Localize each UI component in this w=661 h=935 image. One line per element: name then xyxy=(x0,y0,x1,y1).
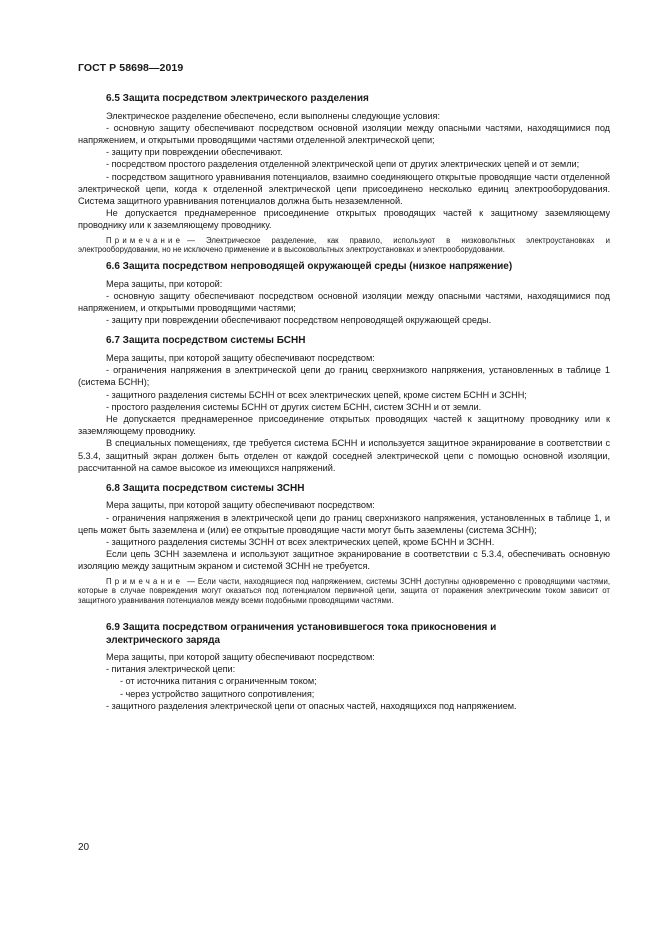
list-item: - посредством защитного уравнивания потенциалов, взаимно соединяющего открытые проводящие части отделенной электрической цепи, когда к отделенной электрической цепи присоединено несколько единиц электрооборудования. Система защитного уравнивания потенциалов должна быть незаземленной. xyxy=(78,171,610,206)
list-item: - защитного разделения электрической цепи от опасных частей, находящихся под напряжением. xyxy=(106,700,517,711)
paragraph: Мера защиты, при которой: xyxy=(106,278,223,289)
paragraph: Мера защиты, при которой защиту обеспечивают посредством: xyxy=(106,352,375,363)
note-label: Примечание xyxy=(106,235,184,245)
section-title-6-5: 6.5 Защита посредством электрического разделения xyxy=(106,93,369,104)
list-item: - защитного разделения системы ЗСНН от всех электрических цепей, кроме БСНН и ЗСНН. xyxy=(106,537,495,548)
page-number: 20 xyxy=(78,842,90,853)
sub-list-item: - от источника питания с ограниченным током; xyxy=(120,676,317,687)
section-title-6-8: 6.8 Защита посредством системы ЗСНН xyxy=(106,482,305,494)
paragraph: Мера защиты, при которой защиту обеспечивают посредством: xyxy=(106,652,375,663)
document-body xyxy=(78,88,610,712)
list-item: - защиту при повреждении обеспечивают. xyxy=(106,147,283,158)
section-title-6-6: 6.6 Защита посредством непроводящей окружающей среды (низкое напряжение) xyxy=(106,261,513,273)
section-title-6-9 xyxy=(78,622,610,647)
list-item: - основную защиту обеспечивают посредством основной изоляции между опасными частями, находящимися под напряжением, и открытыми проводящими частями отделенной электрической цепи; xyxy=(78,122,610,145)
section-title-line: 6.9 Защита посредством ограничения установившегося тока прикосновения и xyxy=(106,622,497,634)
paragraph: Мера защиты, при которой защиту обеспечивают посредством: xyxy=(106,500,375,511)
list-item: - посредством простого разделения отделенной электрической цепи от других электрических цепей и от земли; xyxy=(106,159,580,170)
list-item: - питания электрической цепи: xyxy=(106,664,236,675)
paragraph: В специальных помещениях, где требуется система БСНН и используется защитное экранирование в соответствии с 5.3.4, защитный экран должен быть отделен от каждой соседней электрической цепи с помощью основной изоляции, рассчитанной на самое высокое из имеющихся напряжений. xyxy=(78,438,610,473)
paragraph: Электрическое разделение обеспечено, если выполнены следующие условия: xyxy=(106,110,440,121)
note-text: — Если части, находящиеся под напряжением, системы ЗСНН доступны одновременно с проводящими частями, которые в случае повреждения могут оказаться под потенциалом первичной цепи, защита от поражения электрическим током зависит от защитного уравнивания потенциалов между всеми подобными проводящими частями. xyxy=(78,576,610,606)
list-item: - защитного разделения системы БСНН от всех электрических цепей, кроме систем БСНН и ЗСНН; xyxy=(106,389,527,400)
note-text: — Электрическое разделение, как правило, используют в низковольтных электроустановках и электрооборудовании, но не исключено применение и в высоковольтных электроустановках и электрооборудовании. xyxy=(78,235,610,255)
list-item: - основную защиту обеспечивают посредством основной изоляции между опасными частями, находящимися под напряжением, и открытыми проводящими частями; xyxy=(78,290,610,314)
list-item: - защиту при повреждении обеспечивают посредством непроводящей окружающей среды. xyxy=(106,315,492,326)
list-item: - простого разделения системы БСНН от других систем БСНН, систем ЗСНН и от земли. xyxy=(106,401,482,412)
paragraph: Не допускается преднамеренное присоединение открытых проводящих частей к защитному проводнику или к заземляющему проводнику. xyxy=(78,413,610,437)
note-6-8 xyxy=(78,577,610,606)
section-title-6-7: 6.7 Защита посредством системы БСНН xyxy=(106,335,306,347)
paragraph: Не допускается преднамеренное присоединение открытых проводящих частей к защитному заземляющему проводнику или к заземляющему проводнику. xyxy=(78,208,610,231)
document-header: ГОСТ Р 58698—2019 xyxy=(78,62,184,74)
list-item: - ограничения напряжения в электрической цепи до границ сверхнизкого напряжения, установленных в таблице 1, и цепь может быть заземлена и (или) ее открытые проводящие части могут быть заземлены (система ЗСНН); xyxy=(78,512,610,535)
section-title-line: электрического заряда xyxy=(106,634,221,646)
sub-list-item: - через устройство защитного сопротивления; xyxy=(120,688,315,699)
note-label: Примечание xyxy=(106,576,184,586)
paragraph: Если цепь ЗСНН заземлена и используют защитное экранирование в соответствии с 5.3.4, обеспечивать основную изоляцию между защитным экраном и системой ЗСНН не требуется. xyxy=(78,549,610,572)
note-6-5 xyxy=(78,236,610,256)
list-item: - ограничения напряжения в электрической цепи до границ сверхнизкого напряжения, установленных в таблице 1 (система БСНН); xyxy=(78,365,610,388)
